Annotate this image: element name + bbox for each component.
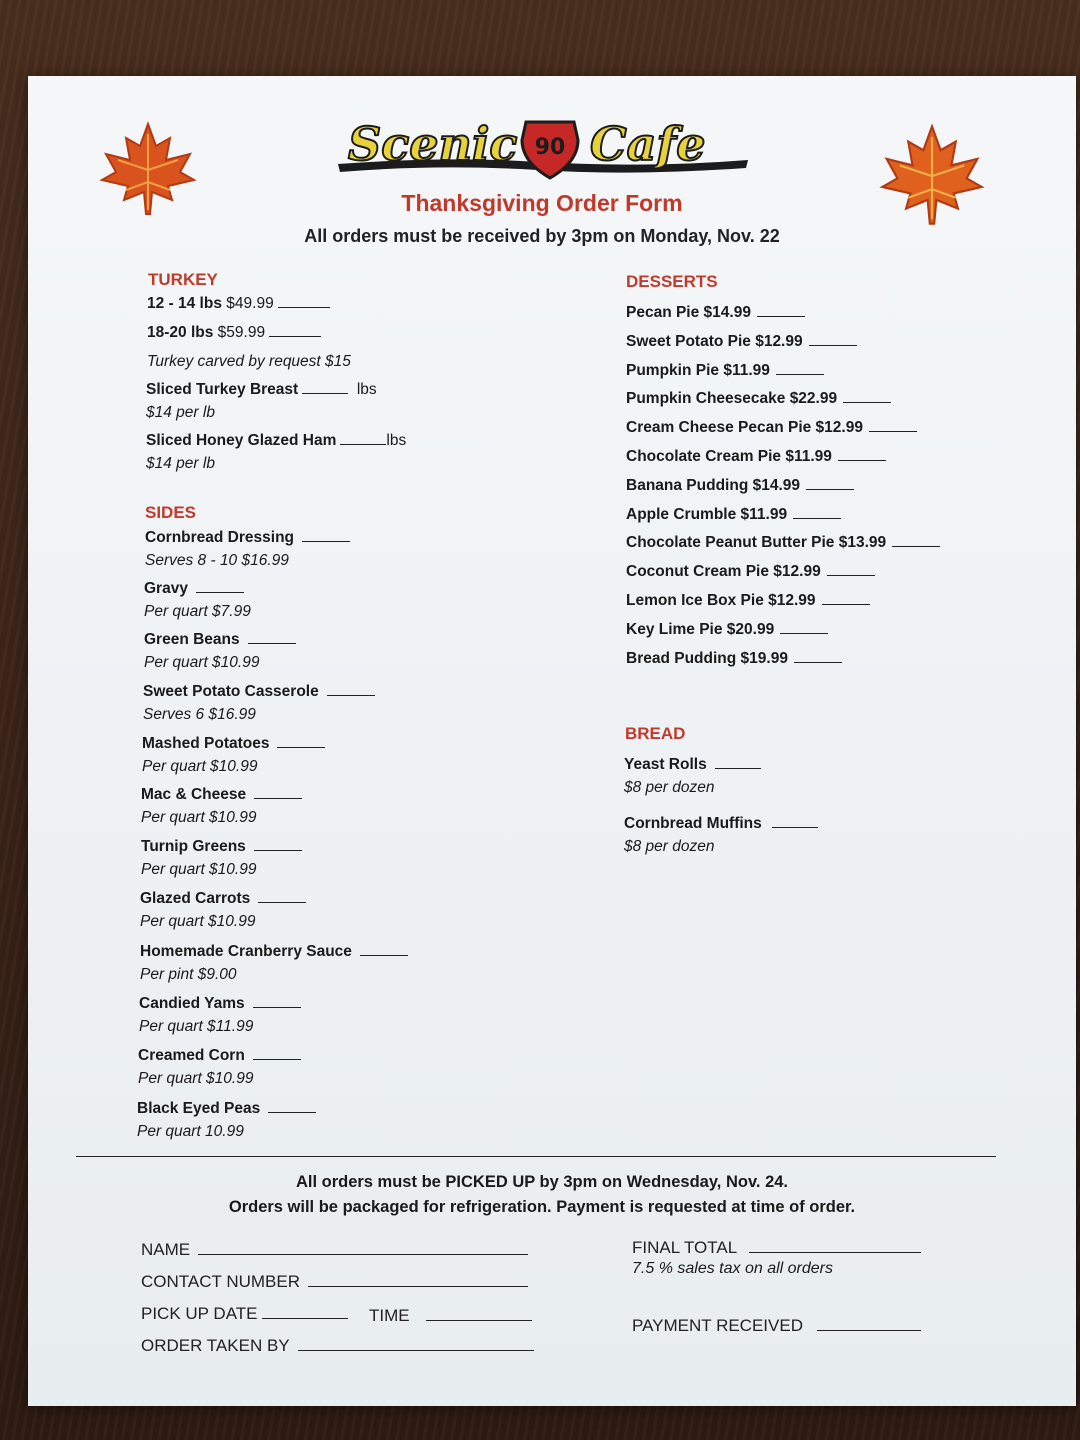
sliced-honey-glazed-ham: Sliced Honey Glazed Ham lbs $14 per lb xyxy=(146,432,407,472)
qty-blank[interactable] xyxy=(253,993,301,1008)
qty-blank[interactable] xyxy=(268,1098,316,1113)
dessert-item: Pecan Pie $14.99 xyxy=(626,301,805,324)
qty-blank[interactable] xyxy=(327,681,375,696)
side-item: Sweet Potato Casserole Serves 6 $16.99 xyxy=(143,680,375,726)
qty-blank[interactable] xyxy=(254,836,302,851)
bread-heading: BREAD xyxy=(625,724,686,743)
dessert-item: Sweet Potato Pie $12.99 xyxy=(626,330,857,353)
side-item: Candied Yams Per quart $11.99 xyxy=(139,992,301,1038)
sales-tax-note: 7.5 % sales tax on all orders xyxy=(632,1260,833,1277)
qty-blank[interactable] xyxy=(360,941,408,956)
side-item: Glazed Carrots Per quart $10.99 xyxy=(140,887,306,933)
bread-item-yeast-rolls: Yeast Rolls $8 per dozen xyxy=(624,753,761,799)
dessert-item: Apple Crumble $11.99 xyxy=(626,503,841,526)
logo-word-right: Cafe xyxy=(590,117,706,171)
order-form-sheet xyxy=(28,76,1076,1406)
dessert-item: Chocolate Peanut Butter Pie $13.99 xyxy=(626,531,940,554)
side-item: Green Beans Per quart $10.99 xyxy=(144,628,296,674)
qty-blank[interactable] xyxy=(196,578,244,593)
scenic-90-cafe-logo xyxy=(328,116,758,186)
qty-blank[interactable] xyxy=(780,619,828,634)
qty-blank[interactable] xyxy=(776,360,824,375)
payment-received-field[interactable]: PAYMENT RECEIVED xyxy=(632,1314,921,1336)
dessert-item: Bread Pudding $19.99 xyxy=(626,647,842,670)
pickup-deadline: All orders must be PICKED UP by 3pm on Wednesday, Nov. 24. xyxy=(295,1173,789,1191)
qty-blank[interactable] xyxy=(269,322,321,337)
qty-blank[interactable] xyxy=(757,302,805,317)
qty-blank[interactable] xyxy=(806,475,854,490)
qty-blank[interactable] xyxy=(278,293,330,308)
desserts-heading: DESSERTS xyxy=(626,272,718,291)
turkey-heading: TURKEY xyxy=(148,270,218,289)
final-total-field[interactable]: FINAL TOTAL xyxy=(632,1236,921,1258)
turkey-item-12-14: 12 - 14 lbs $49.99 xyxy=(147,292,330,315)
qty-blank[interactable] xyxy=(827,561,875,576)
qty-blank[interactable] xyxy=(794,648,842,663)
packaging-note: Orders will be packaged for refrigeration. Payment is requested at time of order. xyxy=(228,1198,856,1216)
pickup-date-field[interactable]: PICK UP DATE xyxy=(141,1302,348,1324)
dessert-item: Chocolate Cream Pie $11.99 xyxy=(626,445,886,468)
dessert-item: Pumpkin Cheesecake $22.99 xyxy=(626,387,891,410)
section-divider xyxy=(76,1156,996,1157)
qty-blank[interactable] xyxy=(772,813,818,828)
dessert-item: Key Lime Pie $20.99 xyxy=(626,618,828,641)
qty-blank[interactable] xyxy=(793,504,841,519)
side-item: Homemade Cranberry Sauce Per pint $9.00 xyxy=(140,940,408,986)
dessert-item: Lemon Ice Box Pie $12.99 xyxy=(626,589,870,612)
sides-heading: SIDES xyxy=(145,503,197,522)
qty-blank[interactable] xyxy=(869,417,917,432)
dessert-item: Cream Cheese Pecan Pie $12.99 xyxy=(626,416,917,439)
qty-blank[interactable] xyxy=(715,754,761,769)
name-field[interactable]: NAME xyxy=(141,1238,528,1260)
qty-blank[interactable] xyxy=(253,1045,301,1060)
side-item: Black Eyed Peas Per quart 10.99 xyxy=(137,1097,316,1143)
side-item: Turnip Greens Per quart $10.99 xyxy=(141,835,302,881)
qty-blank[interactable] xyxy=(302,379,348,394)
qty-blank[interactable] xyxy=(302,527,350,542)
side-item: Mashed Potatoes Per quart $10.99 xyxy=(142,732,325,778)
order-taken-by-field[interactable]: ORDER TAKEN BY xyxy=(141,1334,534,1356)
logo-word-left: Scenic xyxy=(348,117,518,171)
side-item: Mac & Cheese Per quart $10.99 xyxy=(141,783,302,829)
qty-blank[interactable] xyxy=(277,733,325,748)
sliced-turkey-breast: Sliced Turkey Breast lbs $14 per lb xyxy=(146,381,377,421)
turkey-carved-note: Turkey carved by request $15 xyxy=(147,353,351,370)
bread-item-cornbread-muffins: Cornbread Muffins $8 per dozen xyxy=(624,812,818,858)
logo-badge-number: 90 xyxy=(534,135,566,160)
qty-blank[interactable] xyxy=(258,888,306,903)
qty-blank[interactable] xyxy=(340,430,386,445)
side-item: Cornbread Dressing Serves 8 - 10 $16.99 xyxy=(145,526,350,572)
dessert-item: Banana Pudding $14.99 xyxy=(626,474,854,497)
qty-blank[interactable] xyxy=(809,331,857,346)
side-item: Creamed Corn Per quart $10.99 xyxy=(138,1044,301,1090)
qty-blank[interactable] xyxy=(254,784,302,799)
qty-blank[interactable] xyxy=(838,446,886,461)
qty-blank[interactable] xyxy=(822,590,870,605)
turkey-item-18-20: 18-20 lbs $59.99 xyxy=(147,321,321,344)
dessert-item: Coconut Cream Pie $12.99 xyxy=(626,560,875,583)
qty-blank[interactable] xyxy=(892,532,940,547)
side-item: Gravy Per quart $7.99 xyxy=(144,580,251,620)
form-title: Thanksgiving Order Form xyxy=(401,190,683,216)
order-deadline: All orders must be received by 3pm on Monday, Nov. 22 xyxy=(304,226,780,246)
qty-blank[interactable] xyxy=(843,388,891,403)
contact-number-field[interactable]: CONTACT NUMBER xyxy=(141,1270,528,1292)
dessert-item: Pumpkin Pie $11.99 xyxy=(626,359,824,382)
qty-blank[interactable] xyxy=(248,629,296,644)
time-field[interactable]: TIME xyxy=(369,1304,532,1326)
